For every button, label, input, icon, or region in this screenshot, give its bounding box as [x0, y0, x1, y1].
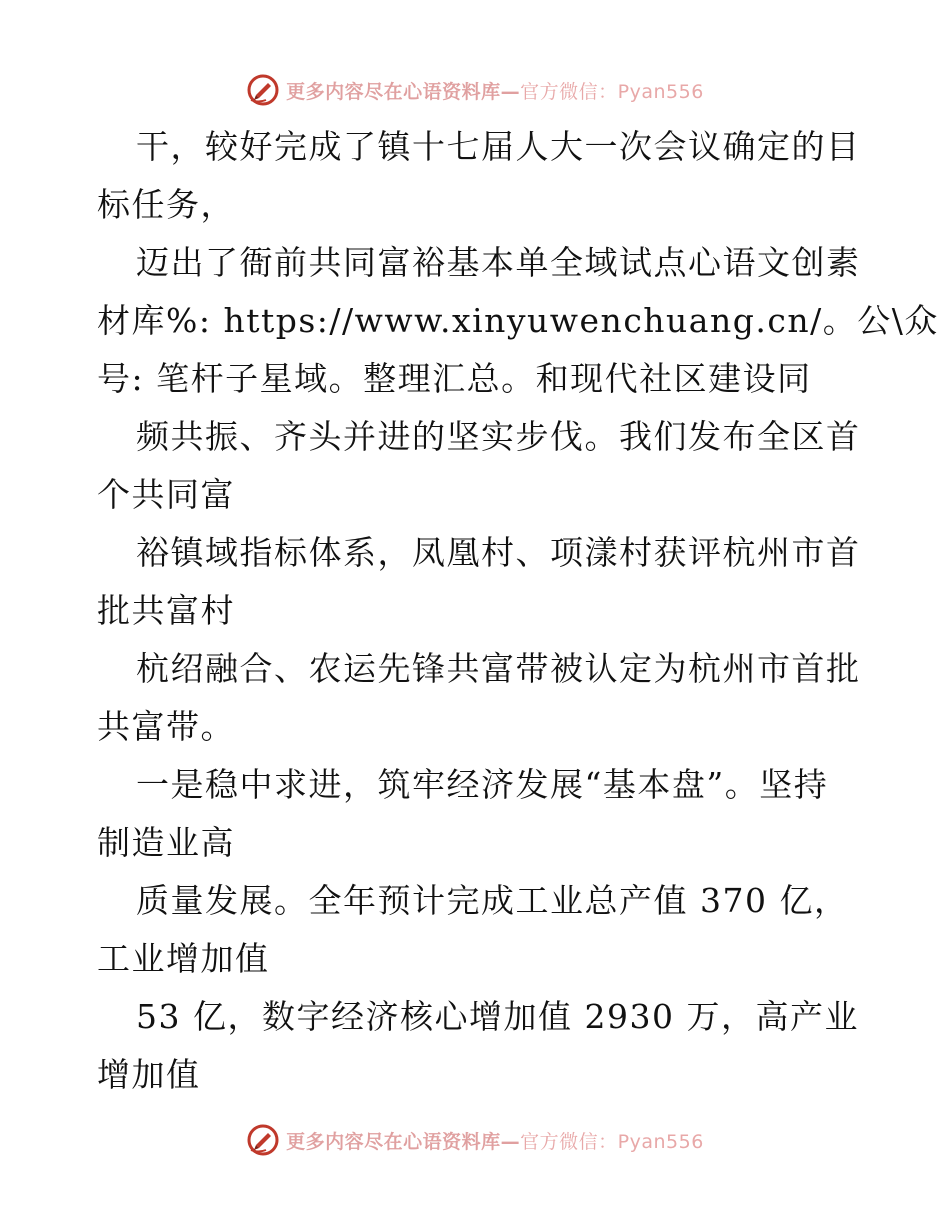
text-line: 批共富村 — [97, 591, 235, 630]
banner-separator: — — [500, 1130, 521, 1153]
text-line: 材库%: https://www.xinyuwenchuang.cn/。公\众 — [97, 301, 939, 340]
banner-wechat: 官方微信：Pyan556 — [520, 1130, 704, 1153]
banner-title: 更多内容尽在心语资料库 — [286, 1130, 501, 1153]
text-line: 号: 笔杆子星域。整理汇总。和现代社区建设同 — [97, 359, 812, 398]
banner-wechat: 官方微信：Pyan556 — [520, 80, 704, 103]
text-line: 质量发展。全年预计完成工业总产值 370 亿， — [136, 881, 849, 920]
text-line: 干，较好完成了镇十七届人大一次会议确定的目 — [136, 127, 861, 166]
text-line: 频共振、齐头并进的坚实步伐。我们发布全区首 — [136, 417, 861, 456]
text-line: 一是稳中求进，筑牢经济发展“基本盘”。坚持 — [136, 765, 829, 804]
banner-title: 更多内容尽在心语资料库 — [286, 80, 501, 103]
text-line: 增加值 — [97, 1055, 201, 1094]
pen-logo-icon — [246, 73, 280, 107]
pen-logo-icon — [246, 1123, 280, 1157]
text-line: 迈出了衙前共同富裕基本单全域试点心语文创素 — [136, 243, 861, 282]
text-line: 工业增加值 — [97, 939, 270, 978]
text-line: 共富带。 — [97, 707, 235, 746]
banner-text — [286, 77, 704, 104]
footer-banner — [0, 1120, 950, 1160]
text-line: 制造业高 — [97, 823, 235, 862]
header-banner — [0, 70, 950, 110]
text-line: 个共同富 — [97, 475, 235, 514]
banner-separator: — — [500, 80, 521, 103]
banner-text — [286, 1127, 704, 1154]
text-line: 53 亿，数字经济核心增加值 2930 万，高产业 — [136, 997, 859, 1036]
text-line: 标任务， — [97, 185, 235, 224]
text-line: 杭绍融合、农运先锋共富带被认定为杭州市首批 — [136, 649, 861, 688]
text-line: 裕镇域指标体系，凤凰村、项漾村获评杭州市首 — [136, 533, 861, 572]
